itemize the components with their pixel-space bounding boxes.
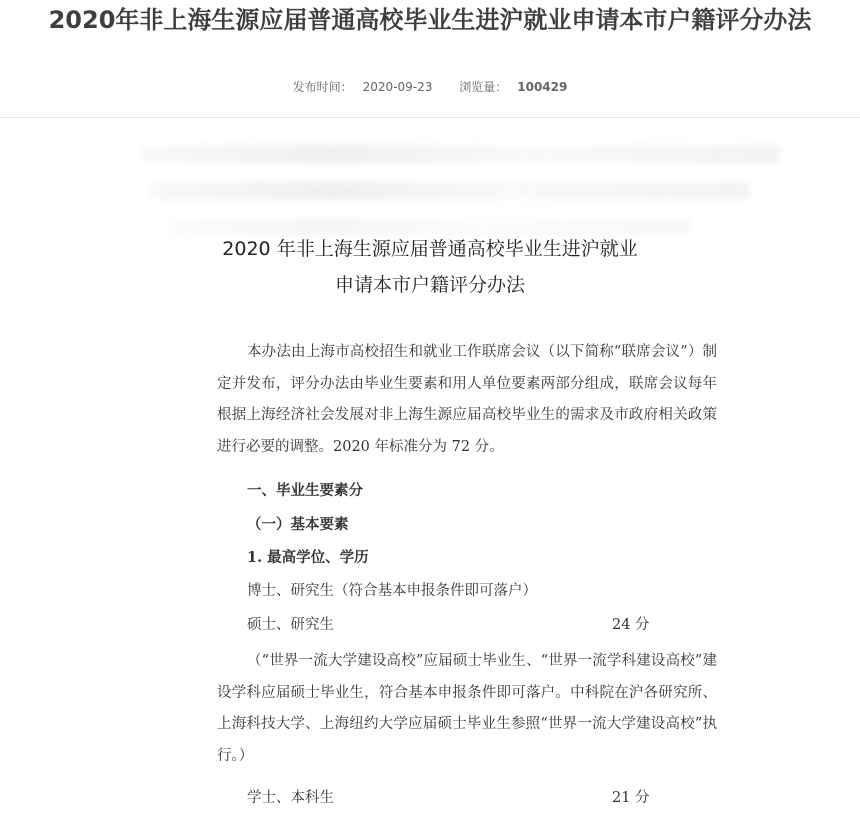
page-title: 2020年非上海生源应届普通高校毕业生进沪就业申请本市户籍评分办法 [48,6,812,34]
views-label: 浏览量： [459,80,508,94]
note-paragraph: （“世界一流大学建设高校”应届硕士毕业生、“世界一流学科建设高校”建设学科应届硕士毕业生，符合基本申报条件即可落户。中科院在沪各研究所、上海科技大学、上海纽约大学应届硕士毕业生参照“世界一流大学建设高校”执行。） [217,653,717,764]
item-heading: 1. 最高学位、学历 [247,549,369,566]
publish-label: 发布时间： [292,80,353,94]
section-heading: 一、毕业生要素分 [247,482,363,499]
degree-row-label: 学士、本科生 [247,790,334,806]
degree-row-score: 21 分 [612,790,650,806]
degree-row-label: 博士、研究生（符合基本申报条件即可落户） [247,583,537,599]
degree-row-label: 硕士、研究生 [247,617,334,633]
document-title-line2: 申请本市户籍评分办法 [334,274,525,296]
faint-watermark-band [140,145,780,163]
document-title-line1: 2020 年非上海生源应届普通高校毕业生进沪就业 [222,238,638,260]
subsection-heading: （一）基本要素 [247,516,349,533]
faint-watermark-band [150,182,750,200]
views-count: 100429 [517,80,568,94]
header-divider [0,117,860,118]
degree-row-score: 24 分 [612,617,650,633]
article-meta [0,78,860,95]
publish-date: 2020-09-23 [362,80,433,94]
intro-paragraph: 本办法由上海市高校招生和就业工作联席会议（以下简称“联席会议”）制定并发布，评分办法由毕业生要素和用人单位要素两部分组成，联席会议每年根据上海经济社会发展对非上海生源应届高校毕业生的需求及市政府相关政策进行必要的调整。2020 年标准分为 72 分。 [217,344,717,455]
